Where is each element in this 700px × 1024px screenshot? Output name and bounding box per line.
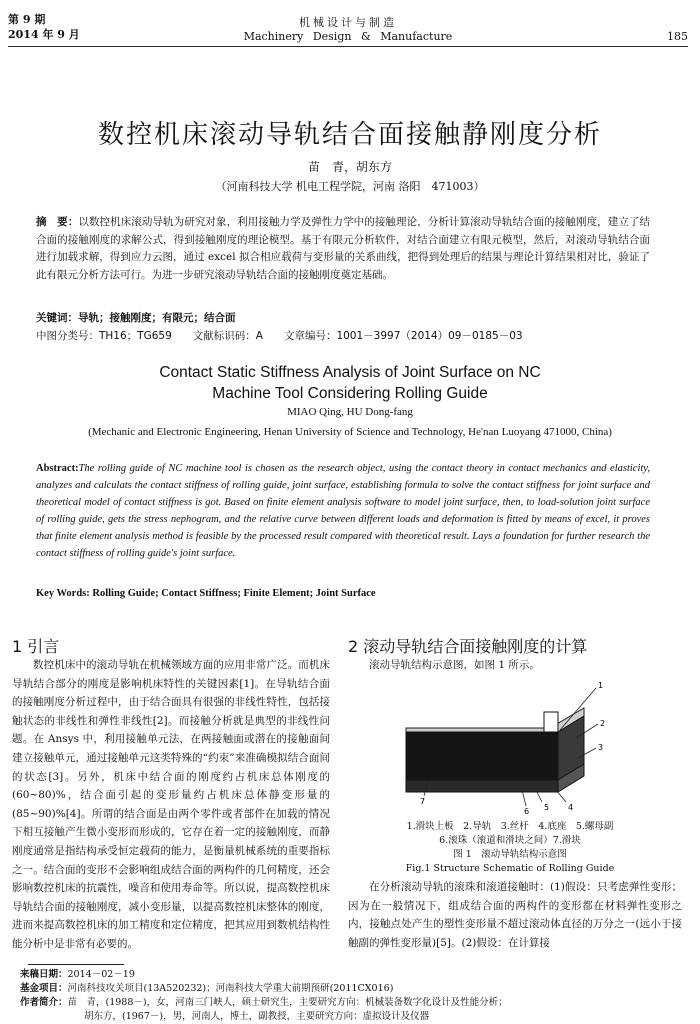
callout-line xyxy=(556,790,566,802)
callout-4: 4 xyxy=(568,803,574,812)
abstract-cn xyxy=(36,214,650,284)
journal-name-cn: 机械设计与制造 xyxy=(299,16,397,29)
footnote-received-label: 来稿日期： xyxy=(20,969,68,980)
issue-number: 第 9 期 xyxy=(8,13,46,26)
figure-1-caption-en: Fig.1 Structure Schematic of Rolling Guide xyxy=(405,863,615,874)
footnote-received xyxy=(20,968,680,982)
figure-1-caption-cn: 图 1 滚动导轨结构示意图 xyxy=(453,849,567,860)
figure-1-caption-line: 6.滚珠（滚道和滑块之间）7.滑块 xyxy=(439,835,581,846)
affiliation-en: (Mechanic and Electronic Engineering, Henan University of Science and Technology, He'nan Luoyang 471000, China) xyxy=(88,426,612,438)
guide-notch xyxy=(544,712,558,732)
paper-title-en xyxy=(0,362,700,404)
figure-1-caption-line: 1.滑块上板 2.导轨 3.丝杆 4.底座 5.螺母副 xyxy=(406,821,614,832)
section-1-body xyxy=(12,656,330,954)
section-1-paragraph: 数控机床中的滚动导轨在机械领域方面的应用非常广泛。而机床导轨结合部分的刚度是影响机床特性的关键因素[1]。在导轨结合面的接触刚度分析过程中，由于结合面具有很强的非线性特性，包括接触状态的非线性和弹性非线性[2]。而接触分析就是典型的非线性问题。在 Ansys 中，利用接触单元法，在两接触面或潜在的接触面间建立接触单元，通过接触单元这类特殊的“约束”来准确模拟结合面间的状态[3]。另外，机床中结合面的刚度约占机床总体刚度的(60~80)%，结合面引起的变形量约占机床总体静变形量的(85~90)%[4]。所谓的结合面是由两个零件或者部件在加载的情况下相互接触产生微小变形而形成的，它存在着一定的接触刚度，而静刚度通常是指结构承受恒定载荷的能力，是衡量机械系统的重要指标之一。结合面的变形不会影响组成结合面的两构件的几何精度，还会影响数控机床的抗震性，噪音和使用寿命等。所以说，提高数控机床导轨结合面的接触刚度，减小变形量，以提高数控机床整体的刚度，进而来提高数控机床的加工精度和定位精度，把其应用到数机结构性能分析中是非常有必要的。 xyxy=(12,659,330,950)
section-1-heading: 1 引言 xyxy=(12,637,60,656)
footnote-author-label: 作者简介： xyxy=(20,997,68,1008)
callout-1: 1 xyxy=(598,681,604,690)
callout-3: 3 xyxy=(598,743,604,752)
abstract-en-label: Abstract: xyxy=(36,463,79,474)
callout-7: 7 xyxy=(420,797,426,806)
authors-cn: 苗 青，胡东方 xyxy=(307,160,392,174)
rolling-guide-block xyxy=(406,732,558,780)
authors-en: MIAO Qing, HU Dong-fang xyxy=(287,406,413,418)
header-rule xyxy=(8,46,688,47)
section-2-body xyxy=(348,878,682,952)
journal-name-en: Machinery Design & Manufacture xyxy=(243,30,453,43)
callout-2: 2 xyxy=(600,719,606,728)
figure-1-rolling-guide xyxy=(384,676,624,816)
section-2-intro-text: 滚动导轨结构示意图，如图 1 所示。 xyxy=(369,659,540,671)
footnote-fund xyxy=(20,982,680,996)
abstract-cn-text: 以数控机床滚动导轨为研究对象，利用接触力学及弹性力学中的接触理论，分析计算滚动导轨结合面的接触刚度，建立了结合面的接触刚度的求解公式，得到接触刚度的理论模型。基于有限元分析软件，对结合面建立有限元模型，然后，对滚动导轨结合面进行加载求解，得到应力云图，通过 excel 拟合相应载荷与变形量的关系曲线，把得到处理后的结果与理论计算结果相对比，验证了此有限元分析方法可行。为进一步研究滚动导轨结合面的接触刚度奠定基础。 xyxy=(36,216,651,281)
paper-title-en-line: Contact Static Stiffness Analysis of Joint Surface on NC xyxy=(159,364,541,381)
footnote xyxy=(20,968,680,1024)
abstract-cn-label: 摘 要： xyxy=(36,216,79,228)
keywords-cn: 关键词：导轨；接触刚度；有限元；结合面 xyxy=(36,312,236,324)
callout-5: 5 xyxy=(544,803,550,812)
page-number: 185 xyxy=(667,30,688,43)
callout-6: 6 xyxy=(524,807,530,816)
footnote-received-date: 2014－02－19 xyxy=(67,969,135,980)
footnote-author-2: 胡东方，(1967－)，男，河南人，博士，副教授，主要研究方向：虚拟设计及仪器 xyxy=(84,1011,430,1022)
footnote-fund-label: 基金项目： xyxy=(20,983,68,994)
classification-cn: 中图分类号：TH16；TG659 文献标识码：A 文章编号：1001－3997（2014）09－0185－03 xyxy=(36,330,523,342)
abstract-en xyxy=(36,460,650,562)
rolling-guide-diagram xyxy=(384,676,624,816)
issue-date: 2014 年 9 月 xyxy=(8,28,80,41)
section-2-intro xyxy=(348,656,682,675)
footnote-author-1: 苗 青，(1988－)，女，河南三门峡人，硕士研究生，主要研究方向：机械装备数字化设计及性能分析； xyxy=(67,997,508,1008)
paper-title-cn: 数控机床滚动导轨结合面接触静刚度分析 xyxy=(97,120,602,150)
affiliation-cn: （河南科技大学 机电工程学院，河南 洛阳 471003） xyxy=(215,180,485,193)
section-2-heading: 2 滚动导轨结合面接触刚度的计算 xyxy=(348,637,588,656)
footnote-rule xyxy=(28,964,124,965)
running-header xyxy=(8,8,688,74)
abstract-en-text: The rolling guide of NC machine tool is chosen as the research object, using the contact theory in contact mechanics and elasticity, analyzes and calculats the contact stiffness of rolling guide, joint surface, establishing formula to solve the contact stiffness for joint surface and theoretical model of contact stiffness is got. Based on finite element analysis software to model joint surface, then, to load-solution joint surface of rolling guide, gets the stress nephogram, and the relative curve between different loads and deformation is fitted by means of excel, it proves that finite element analysis method is feasible by the processed result compared with theoretical result. Lays a foundation for further research the contact stiffness of rolling guide's joint surface. xyxy=(36,463,650,559)
paper-title-en-line: Machine Tool Considering Rolling Guide xyxy=(212,385,488,402)
guide-base xyxy=(406,780,558,792)
footnote-fund-text: 河南科技攻关项目(13A520232)；河南科技大学重大前期预研(2011CX016) xyxy=(67,983,394,994)
footnote-author xyxy=(20,996,680,1010)
keywords-en: Key Words: Rolling Guide; Contact Stiffness; Finite Element; Joint Surface xyxy=(36,588,376,599)
section-2-paragraph: 在分析滚动导轨的滚珠和滚道接触时：(1)假设：只考虑弹性变形；因为在一般情况下，组成结合面的两构件的变形都在材料弹性变形之内，接触点处产生的塑性变形量不超过滚动体直径的万分之一(远小于接触副的弹性变形量)[5]。(2)假设：在计算接 xyxy=(348,881,682,949)
